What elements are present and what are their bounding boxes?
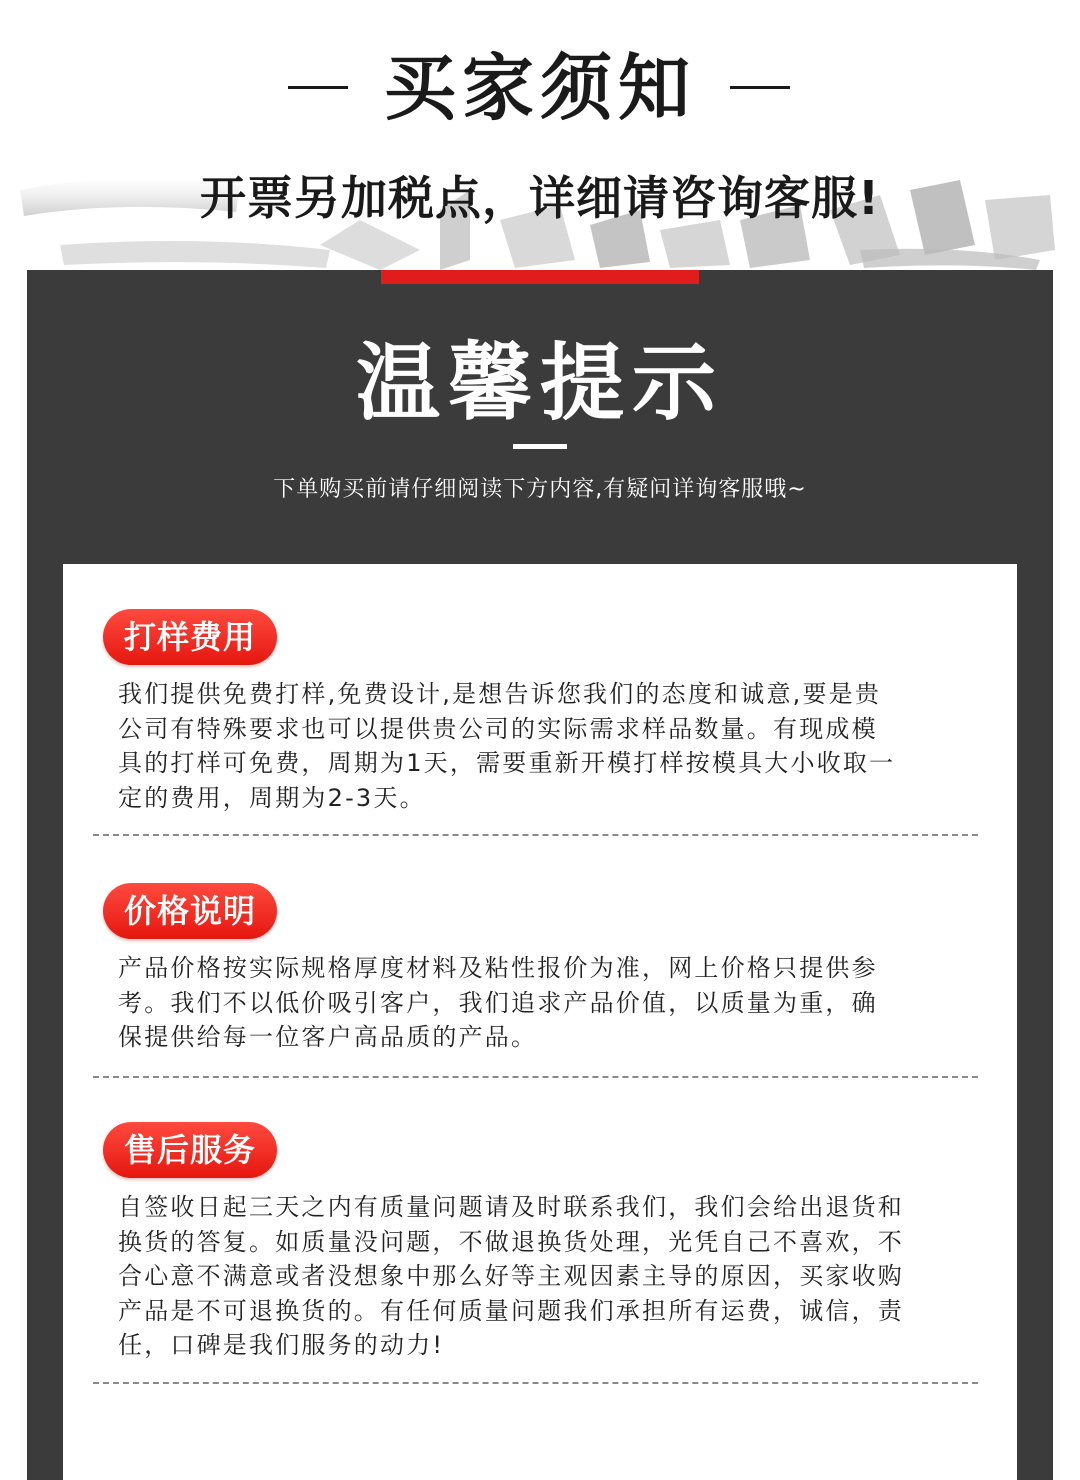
text-line: 换货的答复。如质量没问题，不做退换货处理，光凭自己不喜欢，不 <box>118 1227 904 1256</box>
section-text-after-sales <box>118 1190 958 1363</box>
title-row <box>0 40 1080 140</box>
section-label-after-sales: 售后服务 <box>103 1122 277 1178</box>
page-title: 买家须知 <box>383 46 696 130</box>
notice-subtitle: 下单购买前请仔细阅读下方内容,有疑问详询客服哦~ <box>273 477 807 502</box>
text-line: 公司有特殊要求也可以提供贵公司的实际需求样品数量。有现成模 <box>118 714 878 743</box>
invoice-notice: 开票另加税点，详细请咨询客服! <box>200 171 880 225</box>
section-label-sample-fee: 打样费用 <box>103 609 277 665</box>
content-card <box>63 564 1017 1480</box>
text-line: 任，口碑是我们服务的动力! <box>118 1331 445 1359</box>
dashed-divider <box>93 1076 978 1078</box>
text-line: 具的打样可免费，周期为1天，需要重新开模打样按模具大小收取一 <box>118 749 896 777</box>
dashed-divider <box>93 1382 978 1384</box>
text-line: 定的费用，周期为2-3天。 <box>118 783 426 812</box>
text-line: 产品价格按实际规格厚度材料及粘性报价为准，网上价格只提供参 <box>118 954 878 982</box>
red-accent-bar <box>381 270 699 284</box>
header-area <box>0 0 1080 270</box>
text-line: 保提供给每一位客户高品质的产品。 <box>118 1023 538 1051</box>
text-line: 产品是不可退换货的。有任何质量问题我们承担所有运费，诚信，责 <box>118 1296 904 1325</box>
text-line: 自签收日起三天之内有质量问题请及时联系我们，我们会给出退货和 <box>118 1193 904 1221</box>
section-label-price: 价格说明 <box>103 883 277 939</box>
dashed-divider <box>93 834 978 836</box>
text-line: 我们提供免费打样,免费设计,是想告诉您我们的态度和诚意,要是贵 <box>118 680 882 708</box>
text-line: 考。我们不以低价吸引客户，我们追求产品价值，以质量为重，确 <box>118 988 878 1017</box>
title-right-dash <box>730 86 790 89</box>
notice-title: 温馨提示 <box>355 334 724 432</box>
text-line: 合心意不满意或者没想象中那么好等主观因素主导的原因，买家收购 <box>118 1262 904 1290</box>
notice-title-underline <box>513 444 567 449</box>
section-text-sample-fee <box>118 677 958 815</box>
section-text-price <box>118 951 958 1055</box>
